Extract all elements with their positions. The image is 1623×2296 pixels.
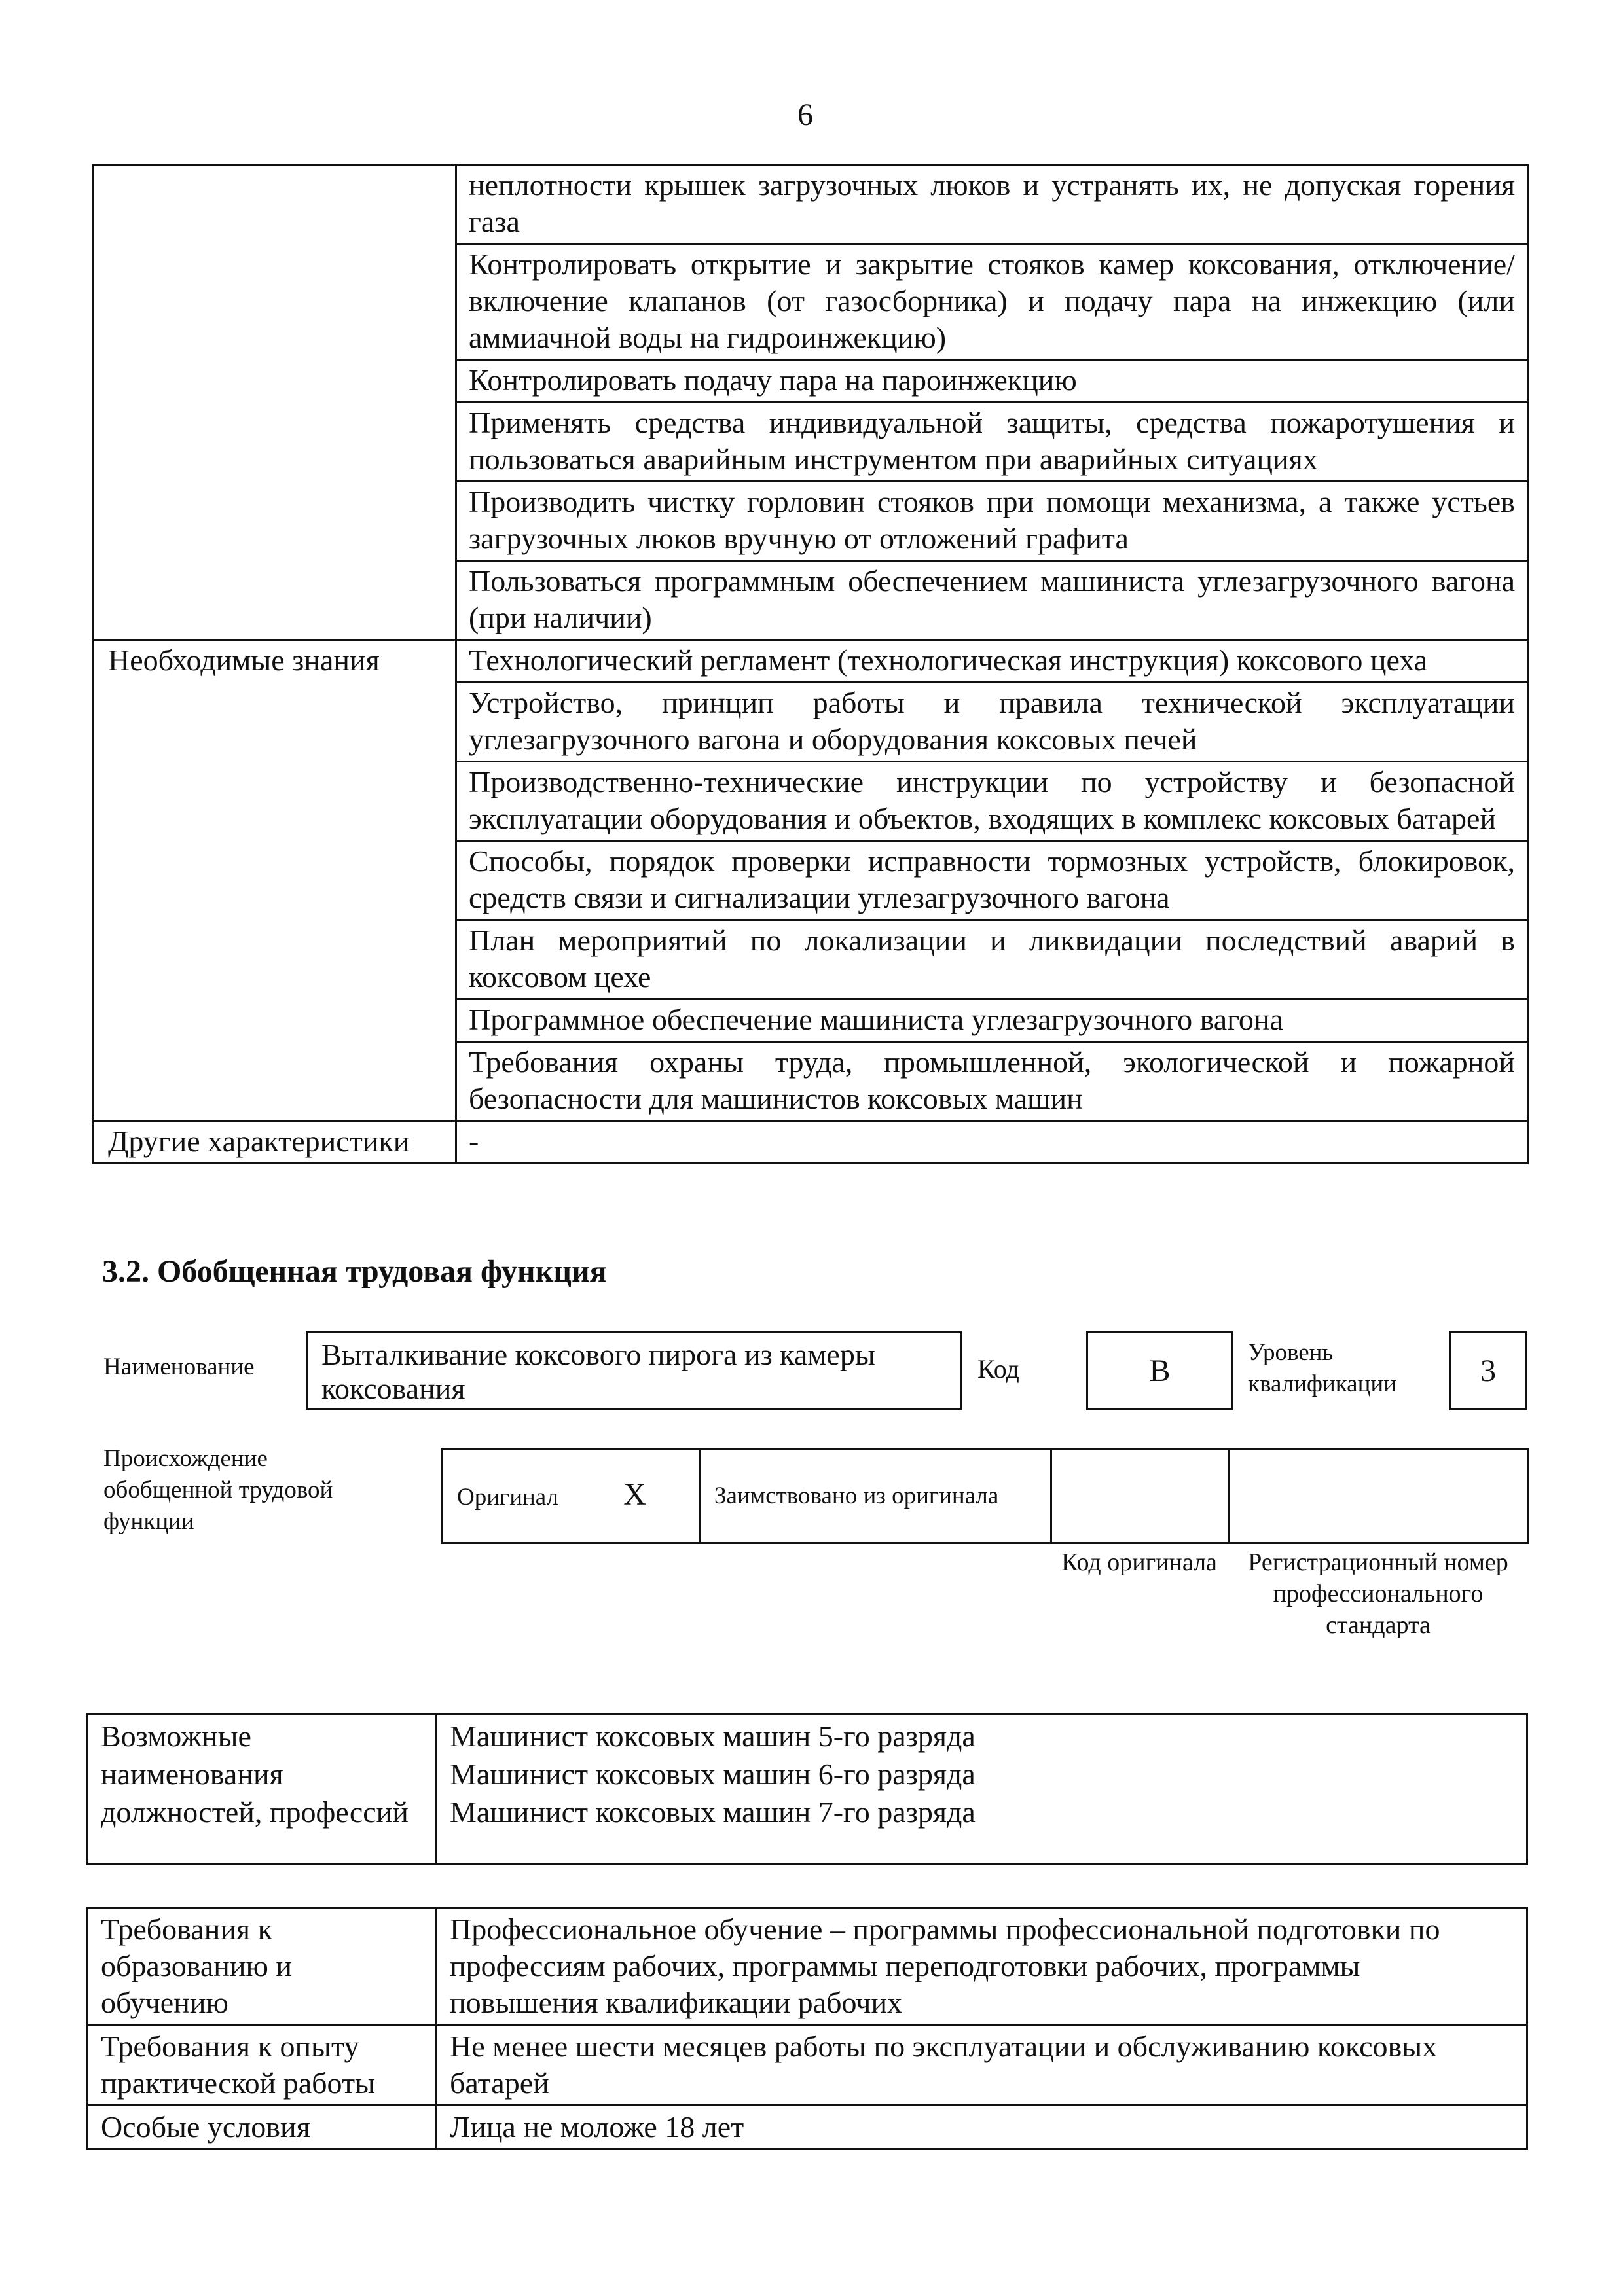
name-label: Наименование [103,1354,255,1380]
table-cell-label [93,165,456,640]
job-titles-values [436,1714,1527,1865]
table-cell-label: Необходимые знания [93,640,456,1121]
table-cell-value: Технологический регламент (технологическая инструкция) коксового цеха [456,640,1528,683]
page-number: 6 [797,98,813,132]
origin-borrowed-cell [701,1450,1051,1543]
table-cell-value: Производственно-технические инструкции по устройству и безопасной эксплуатации оборудования и объектов, входящих в комплекс коксовых батарей [456,762,1528,841]
list-item: Машинист коксовых машин 6-го разряда [450,1757,976,1791]
table-row [87,1908,1527,2025]
requirement-label: Требования к опыту практической работы [87,2025,436,2106]
origin-table [441,1448,1529,1544]
requirement-value: Не менее шести месяцев работы по эксплуатации и обслуживанию коксовых батарей [436,2025,1527,2106]
list-item: Машинист коксовых машин 5-го разряда [450,1719,976,1753]
table-cell-value: Устройство, принцип работы и правила технической эксплуатации углезагрузочного вагона и оборудования коксовых печей [456,683,1528,762]
table-row [87,2025,1527,2106]
code-label: Код [977,1354,1019,1384]
name-value-box [306,1331,962,1410]
table-cell-value: неплотности крышек загрузочных люков и устранять их, не допуская горения газа [456,165,1528,244]
table-cell-value: Программное обеспечение машиниста углезагрузочного вагона [456,999,1528,1042]
requirement-label: Требования к образованию и обучению [87,1908,436,2025]
table-cell-value: План мероприятий по локализации и ликвидации последствий аварий в коксовом цехе [456,920,1528,999]
table-cell-value: Применять средства индивидуальной защиты, средства пожаротушения и пользоваться аварийным инструментом при аварийных ситуациях [456,403,1528,482]
level-value: 3 [1480,1353,1496,1388]
table-cell-value: Способы, порядок проверки исправности тормозных устройств, блокировок, средств связи и сигнализации углезагрузочного вагона [456,841,1528,920]
table-row [93,640,1528,683]
table-row [87,2106,1527,2149]
section-title: 3.2. Обобщенная трудовая функция [102,1254,607,1289]
table-cell-value: Производить чистку горловин стояков при помощи механизма, а также устьев загрузочных люков вручную от отложений графита [456,482,1528,561]
origin-label: Происхождение обобщенной трудовой функции [103,1445,333,1535]
level-label: Уровень квалификации [1248,1339,1396,1397]
requirement-value: Профессиональное обучение – программы профессиональной подготовки по профессиям рабочих, программы переподготовки рабочих, программы повышения квалификации рабочих [436,1908,1527,2025]
table-cell-label: Другие характеристики [93,1121,456,1164]
table-cell-value: Требования охраны труда, промышленной, экологической и пожарной безопасности для машинистов коксовых машин [456,1042,1528,1121]
list-item: Машинист коксовых машин 7-го разряда [450,1795,976,1829]
code-value-box [1086,1331,1233,1410]
origin-mark: X [623,1477,646,1512]
requirement-value: Лица не моложе 18 лет [436,2106,1527,2149]
table-row [442,1450,1529,1543]
table-cell-value: Контролировать подачу пара на пароинжекцию [456,360,1528,403]
table-cell-value: Контролировать открытие и закрытие стояков камер коксования, отключение/включение клапанов (от газосборника) и подачу пара на инжекцию (или аммиачной воды на гидроинжекцию) [456,244,1528,360]
table-cell-value: - [456,1121,1528,1164]
continuation-table [92,164,1529,1164]
level-value-box [1449,1331,1527,1410]
origin-original: Оригинал [457,1484,559,1511]
origin-borrowed: Заимствовано из оригинала [714,1482,999,1509]
origin-original-cell [442,1450,701,1543]
name-value: Выталкивание коксового пирога из камеры коксования [321,1338,875,1405]
origin-reg-cell [1230,1450,1529,1543]
requirement-label: Особые условия [87,2106,436,2149]
table-cell-value: Пользоваться программным обеспечением машиниста углезагрузочного вагона (при наличии) [456,561,1528,640]
table-row [93,165,1528,244]
table-row [87,1714,1527,1865]
requirements-table [86,1907,1528,2150]
table-row [93,1121,1528,1164]
origin-code-caption: Код оригинала [1061,1549,1217,1576]
job-titles-label: Возможные наименования должностей, профессий [87,1714,436,1865]
origin-code-cell [1051,1450,1230,1543]
code-value: B [1149,1353,1171,1388]
job-titles-table [86,1713,1528,1865]
origin-reg-caption: Регистрационный номер профессионального стандарта [1248,1549,1508,1639]
